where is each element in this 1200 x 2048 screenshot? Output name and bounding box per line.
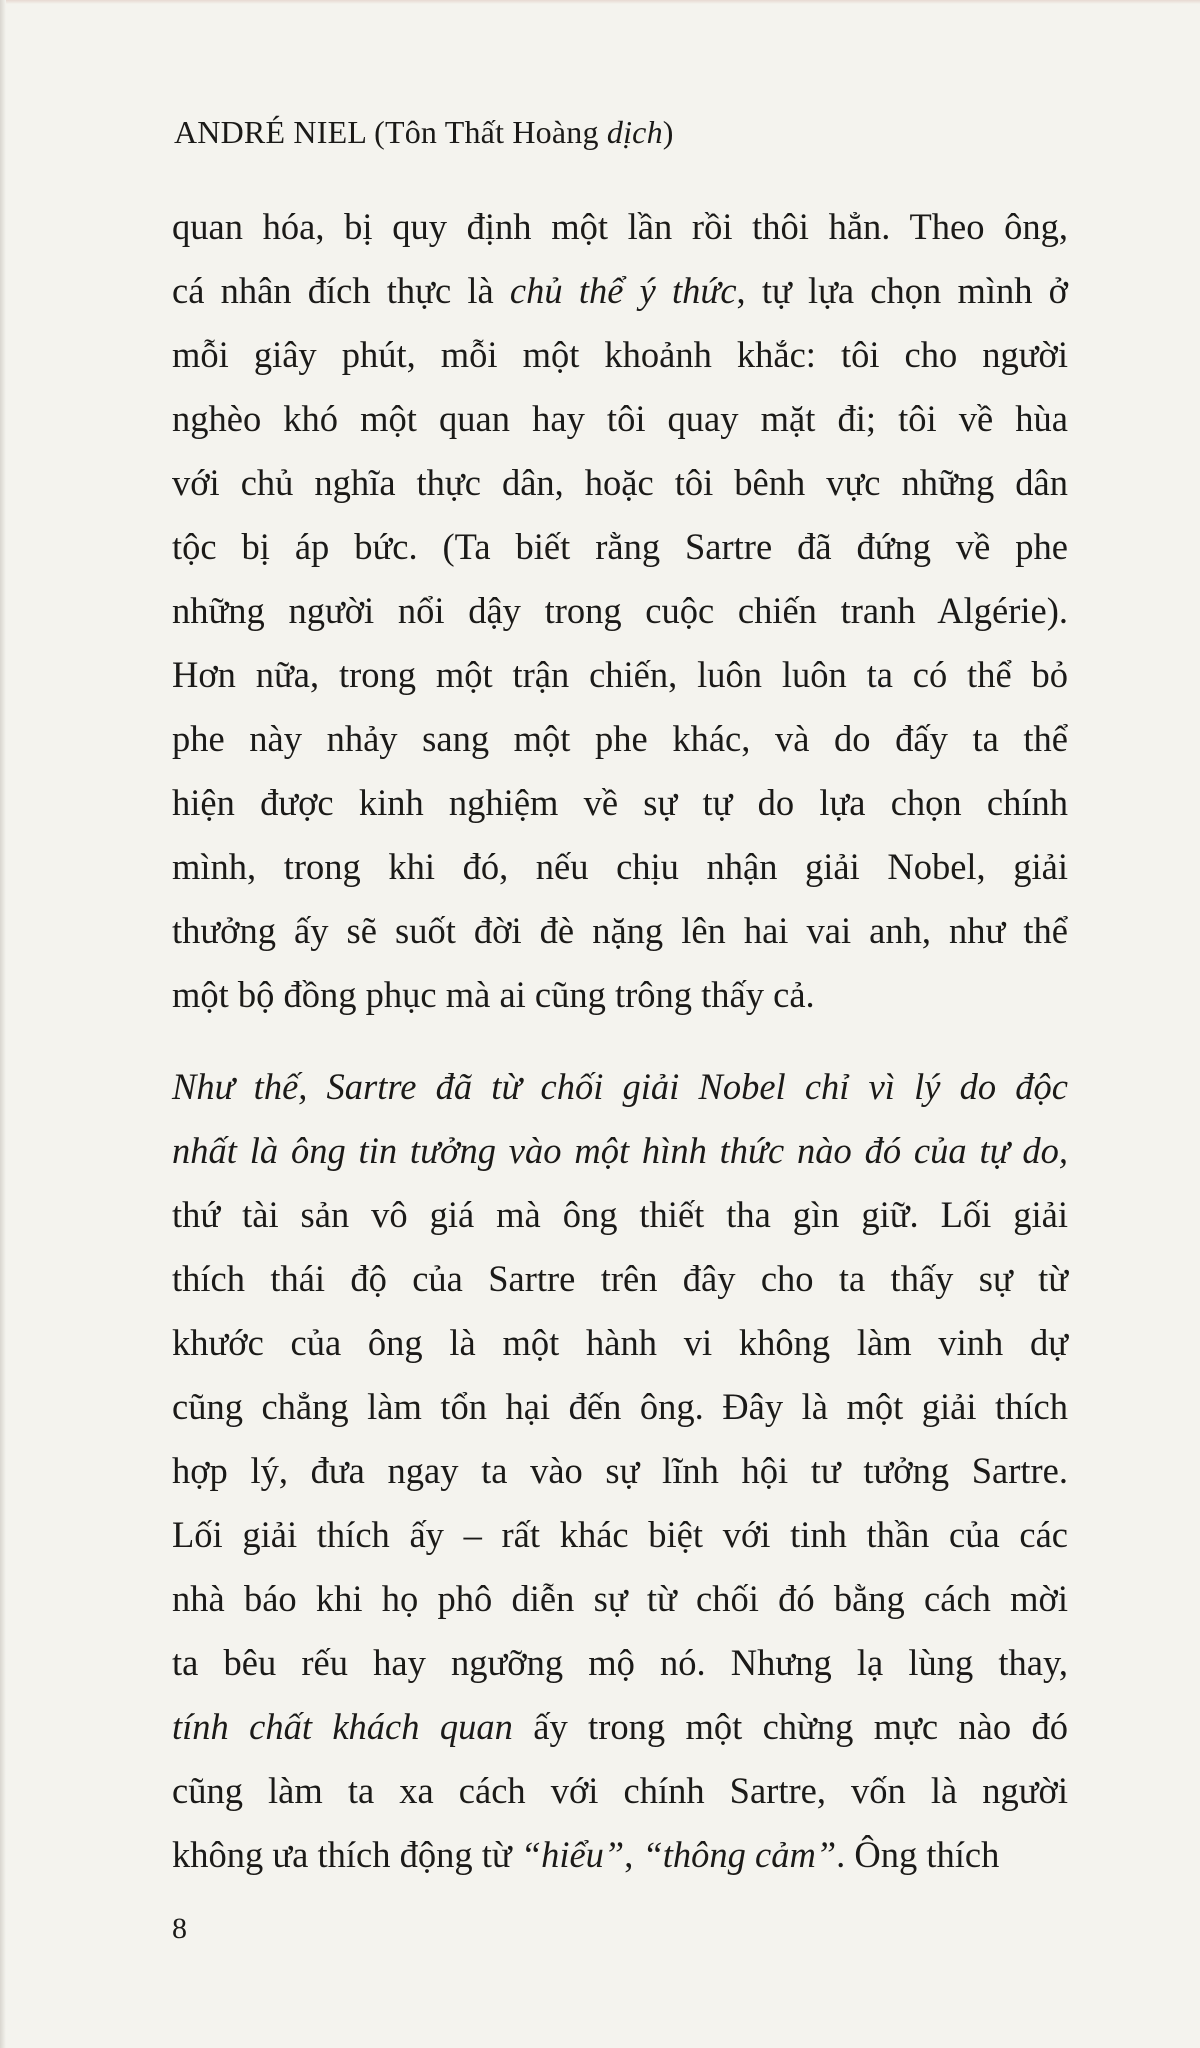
text-segment: cũng chẳng làm tổn hại đến ông. Đây là một giải thích	[172, 1386, 1068, 1427]
italic-text: “hiểu”	[520, 1834, 625, 1875]
text-segment: Hơn nữa, trong một trận chiến, luôn luôn ta có thể bỏ	[172, 654, 1068, 695]
text-segment: nhà báo khi họ phô diễn sự từ chối đó bằng cách mời	[172, 1578, 1068, 1619]
text-line	[172, 451, 1068, 515]
body-text	[172, 195, 1068, 1887]
paragraph	[172, 1055, 1068, 1887]
text-segment: tộc bị áp bức. (Ta biết rằng Sartre đã đứng về phe	[172, 526, 1068, 567]
text-line	[172, 195, 1068, 259]
text-line	[172, 1631, 1068, 1695]
text-segment: thưởng ấy sẽ suốt đời đè nặng lên hai vai anh, như thể	[172, 910, 1068, 951]
text-line	[172, 1311, 1068, 1375]
text-segment: hợp lý, đưa ngay ta vào sự lĩnh hội tư tưởng Sartre.	[172, 1450, 1068, 1491]
text-segment: ,	[624, 1834, 643, 1875]
text-segment: hiện được kinh nghiệm về sự tự do lựa chọn chính	[172, 782, 1068, 823]
text-segment: . Ông thích	[836, 1834, 1000, 1875]
running-head	[174, 114, 674, 151]
text-line	[172, 387, 1068, 451]
text-segment: không ưa thích động từ	[172, 1834, 521, 1875]
running-head-author: ANDRÉ NIEL (Tôn Thất Hoàng	[174, 114, 607, 150]
text-segment: nghèo khó một quan hay tôi quay mặt đi; tôi về hùa	[172, 398, 1068, 439]
text-segment: thứ tài sản vô giá mà ông thiết tha gìn giữ. Lối giải	[172, 1194, 1068, 1235]
text-segment: , tự lựa chọn mình ở	[736, 270, 1068, 311]
text-line	[172, 771, 1068, 835]
text-line	[172, 643, 1068, 707]
text-segment: mỗi giây phút, mỗi một khoảnh khắc: tôi cho người	[172, 334, 1068, 375]
text-segment: cũng làm ta xa cách với chính Sartre, vốn là người	[172, 1770, 1068, 1811]
text-line	[172, 1055, 1068, 1119]
text-line	[172, 707, 1068, 771]
page-number: 8	[172, 1912, 187, 1945]
italic-text: nhất là ông tin tưởng vào một hình thức nào đó của tự do,	[172, 1130, 1068, 1171]
text-segment: phe này nhảy sang một phe khác, và do đấy ta thể	[172, 718, 1068, 759]
text-line	[172, 1503, 1068, 1567]
text-line	[172, 1759, 1068, 1823]
text-line	[172, 1375, 1068, 1439]
running-head-close: )	[662, 114, 674, 150]
italic-text: tính chất khách quan	[172, 1706, 513, 1747]
text-line	[172, 515, 1068, 579]
text-segment: ấy trong một chừng mực nào đó	[512, 1706, 1068, 1747]
italic-text: chủ thể ý thức	[509, 270, 737, 311]
text-line	[172, 1567, 1068, 1631]
text-line	[172, 259, 1068, 323]
italic-text: “thông cảm”	[642, 1834, 837, 1875]
text-line	[172, 1247, 1068, 1311]
text-line	[172, 1119, 1068, 1183]
text-line	[172, 1823, 1068, 1887]
text-line	[172, 1439, 1068, 1503]
italic-text: Như thế, Sartre đã từ chối giải Nobel chỉ vì lý do độc	[172, 1066, 1068, 1107]
running-head-translator-note: dịch	[606, 114, 663, 150]
text-segment: cá nhân đích thực là	[172, 270, 510, 311]
text-line	[172, 899, 1068, 963]
text-segment: mình, trong khi đó, nếu chịu nhận giải Nobel, giải	[172, 846, 1068, 887]
text-line	[172, 1695, 1068, 1759]
text-segment: quan hóa, bị quy định một lần rồi thôi hẳn. Theo ông,	[172, 206, 1068, 247]
text-segment: thích thái độ của Sartre trên đây cho ta thấy sự từ	[172, 1258, 1068, 1299]
text-segment: một bộ đồng phục mà ai cũng trông thấy cả.	[172, 974, 815, 1015]
text-line	[172, 963, 1068, 1027]
text-line	[172, 1183, 1068, 1247]
text-segment: Lối giải thích ấy – rất khác biệt với tinh thần của các	[172, 1514, 1068, 1555]
text-line	[172, 323, 1068, 387]
text-line	[172, 579, 1068, 643]
text-segment: những người nổi dậy trong cuộc chiến tranh Algérie).	[172, 590, 1068, 631]
page-top-edge	[0, 0, 1200, 4]
text-line	[172, 835, 1068, 899]
text-segment: với chủ nghĩa thực dân, hoặc tôi bênh vực những dân	[172, 462, 1068, 503]
page-left-edge	[0, 0, 6, 2048]
paragraph	[172, 195, 1068, 1027]
text-segment: khước của ông là một hành vi không làm vinh dự	[172, 1322, 1068, 1363]
text-segment: ta bêu rếu hay ngưỡng mộ nó. Nhưng lạ lùng thay,	[172, 1642, 1068, 1683]
